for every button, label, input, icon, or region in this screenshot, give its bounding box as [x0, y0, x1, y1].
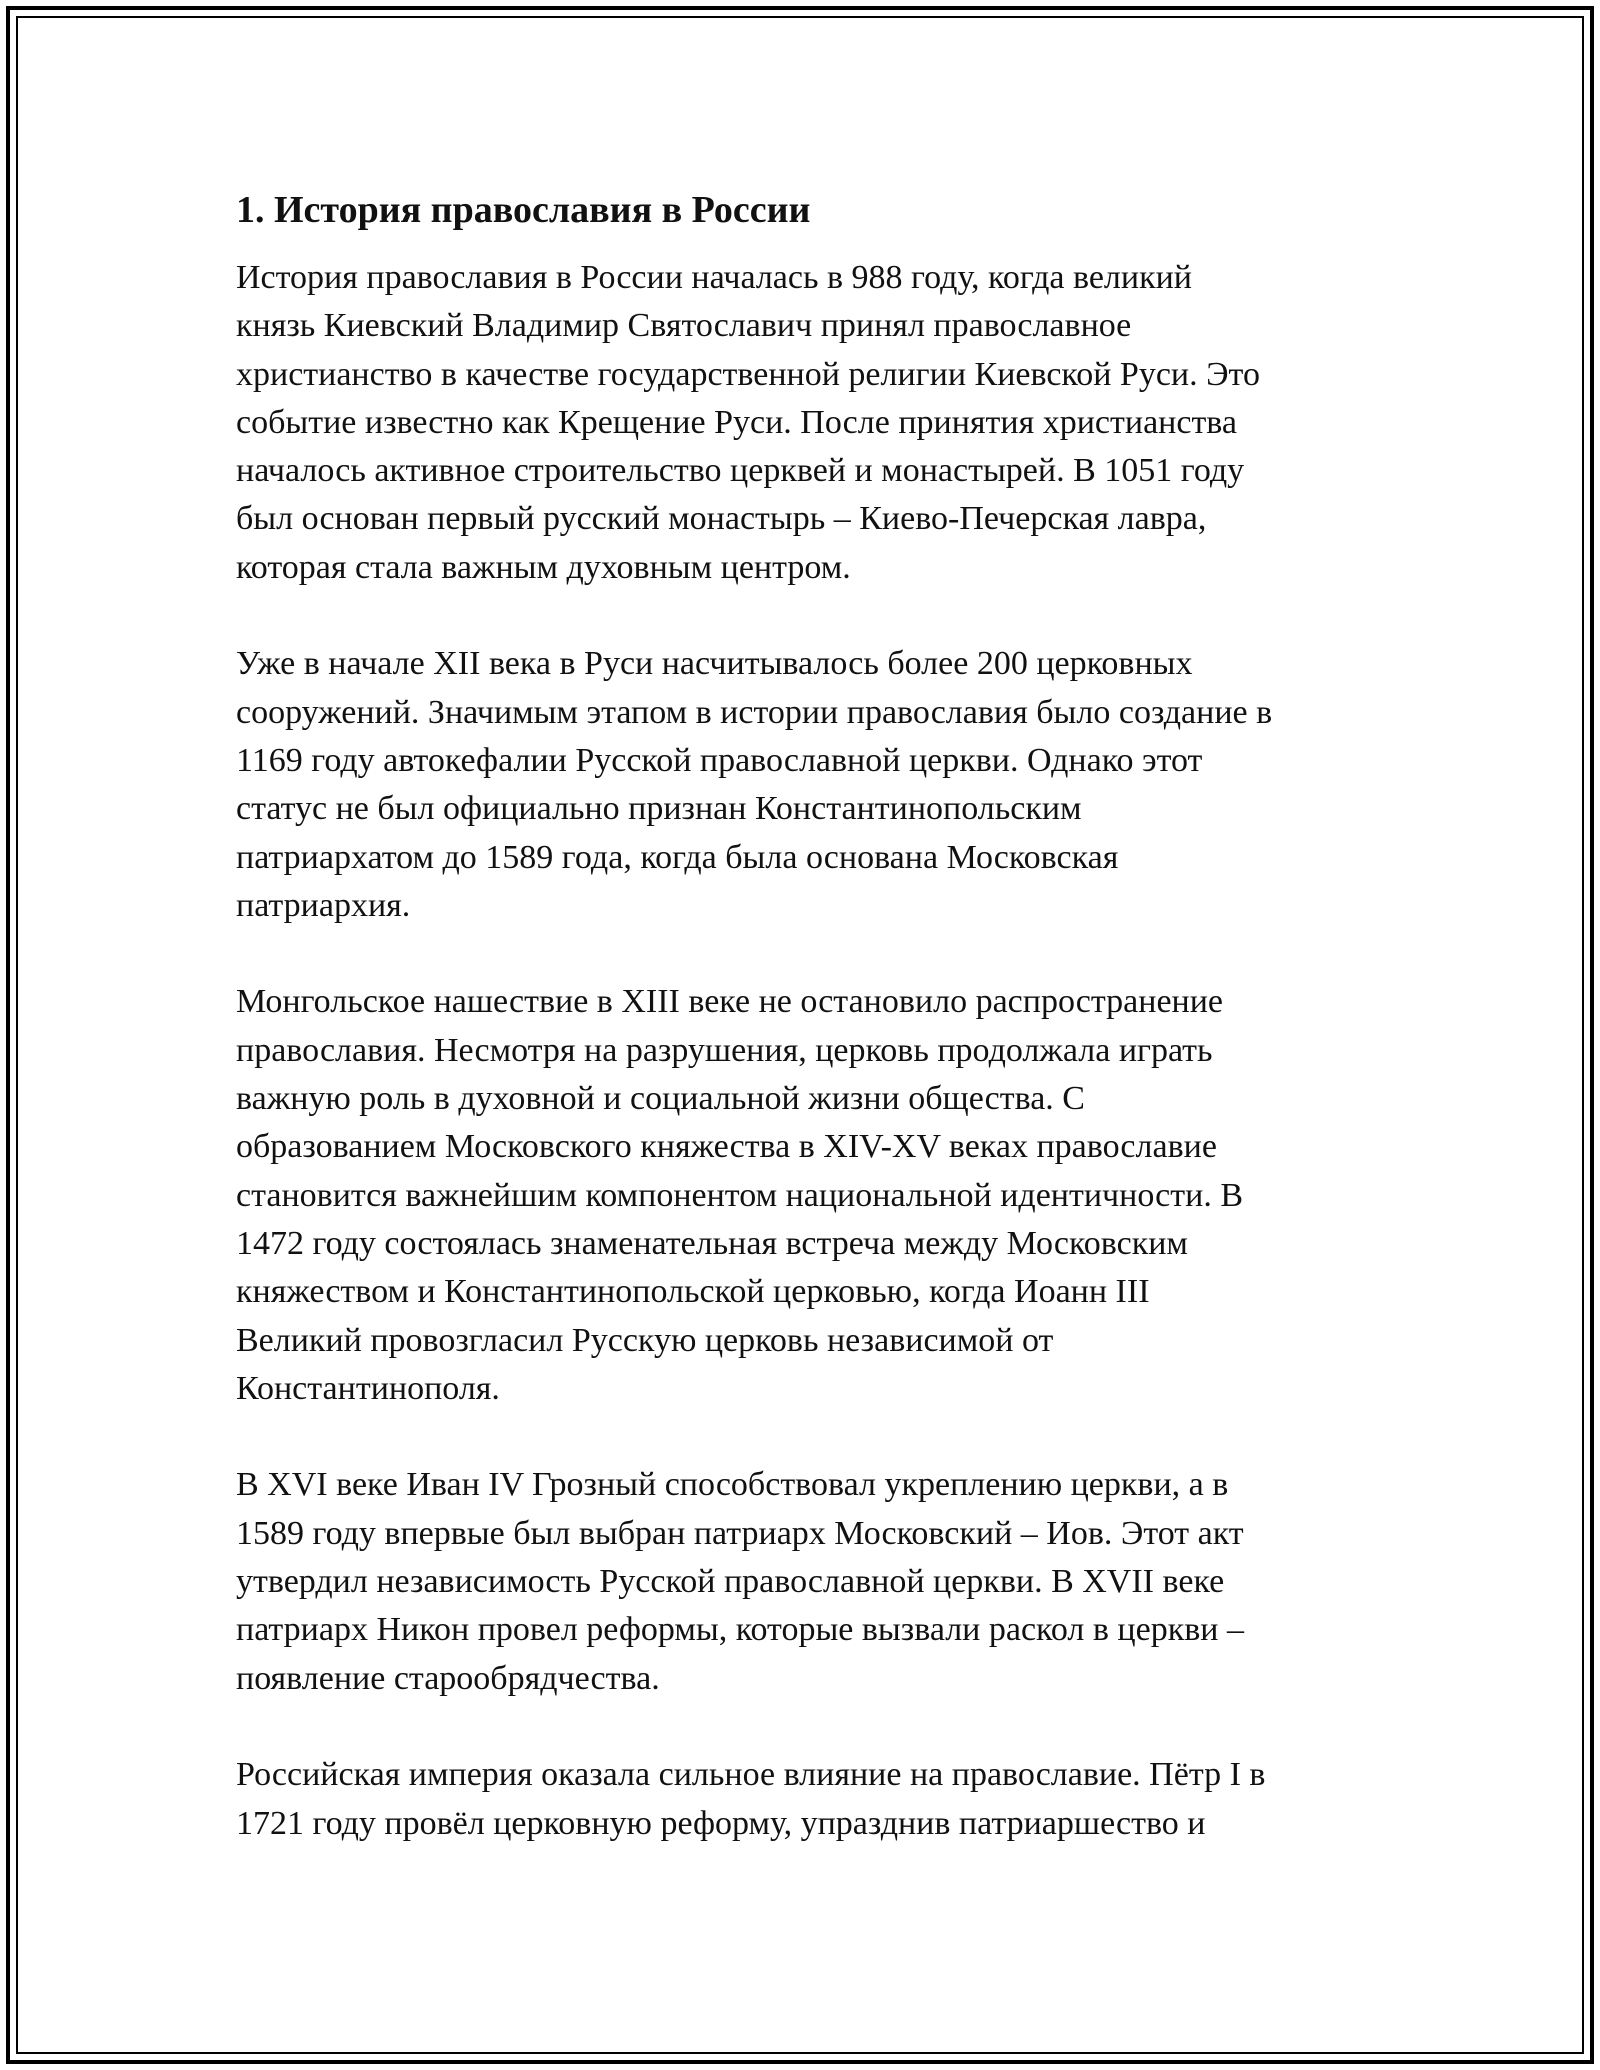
paragraph-3: Монгольское нашествие в XIII веке не остановило распространение православия. Несмотря на разрушения, церковь продолжала играть важную роль в духовной и социальной жизни общества. С образованием Московского княжества в XIV-XV веках православие становится важнейшим компонентом национальной идентичности. В 1472 году состоялась знаменательная встреча между Московским княжеством и Константинопольской церковью, когда Иоанн III Великий провозгласил Русскую церковь независимой от Константинополя. [236, 983, 1244, 1407]
paragraph-spacer [236, 1703, 1376, 1751]
paragraph-4: В XVI веке Иван IV Грозный способствовал укреплению церкви, а в 1589 году впервые был выбран патриарх Московский – Иов. Этот акт утвердил независимость Русской православной церкви. В XVII веке патриарх Никон провел реформы, которые вызвали раскол в церкви – появление старообрядчества. [236, 1466, 1244, 1697]
section-heading: 1. История православия в России [236, 189, 811, 231]
paragraph-spacer [236, 1413, 1376, 1461]
paragraph-1: История православия в России началась в 988 году, когда великий князь Киевский Владимир Святославич принял православное христианство в качестве государственной религии Киевской Руси. Это событие известно как Крещение Руси. После принятия христианства началось активное строительство церквей и монастырей. В 1051 году был основан первый русский монастырь – Киево-Печерская лавра, которая стала важным духовным центром. [236, 259, 1260, 586]
paragraph-spacer [236, 592, 1376, 640]
paragraph-5: Российская империя оказала сильное влияние на православие. Пётр I в 1721 году провёл церковную реформу, упразднив патриаршество и [236, 1756, 1266, 1842]
paragraph-spacer [236, 930, 1376, 978]
paragraph-2: Уже в начале XII века в Руси насчитывалось более 200 церковных сооружений. Значимым этапом в истории православия было создание в 1169 году автокефалии Русской православной церкви. Однако этот статус не был официально признан Константинопольским патриархатом до 1589 года, когда была основана Московская патриархия. [236, 645, 1273, 924]
document-body [236, 186, 1376, 1848]
